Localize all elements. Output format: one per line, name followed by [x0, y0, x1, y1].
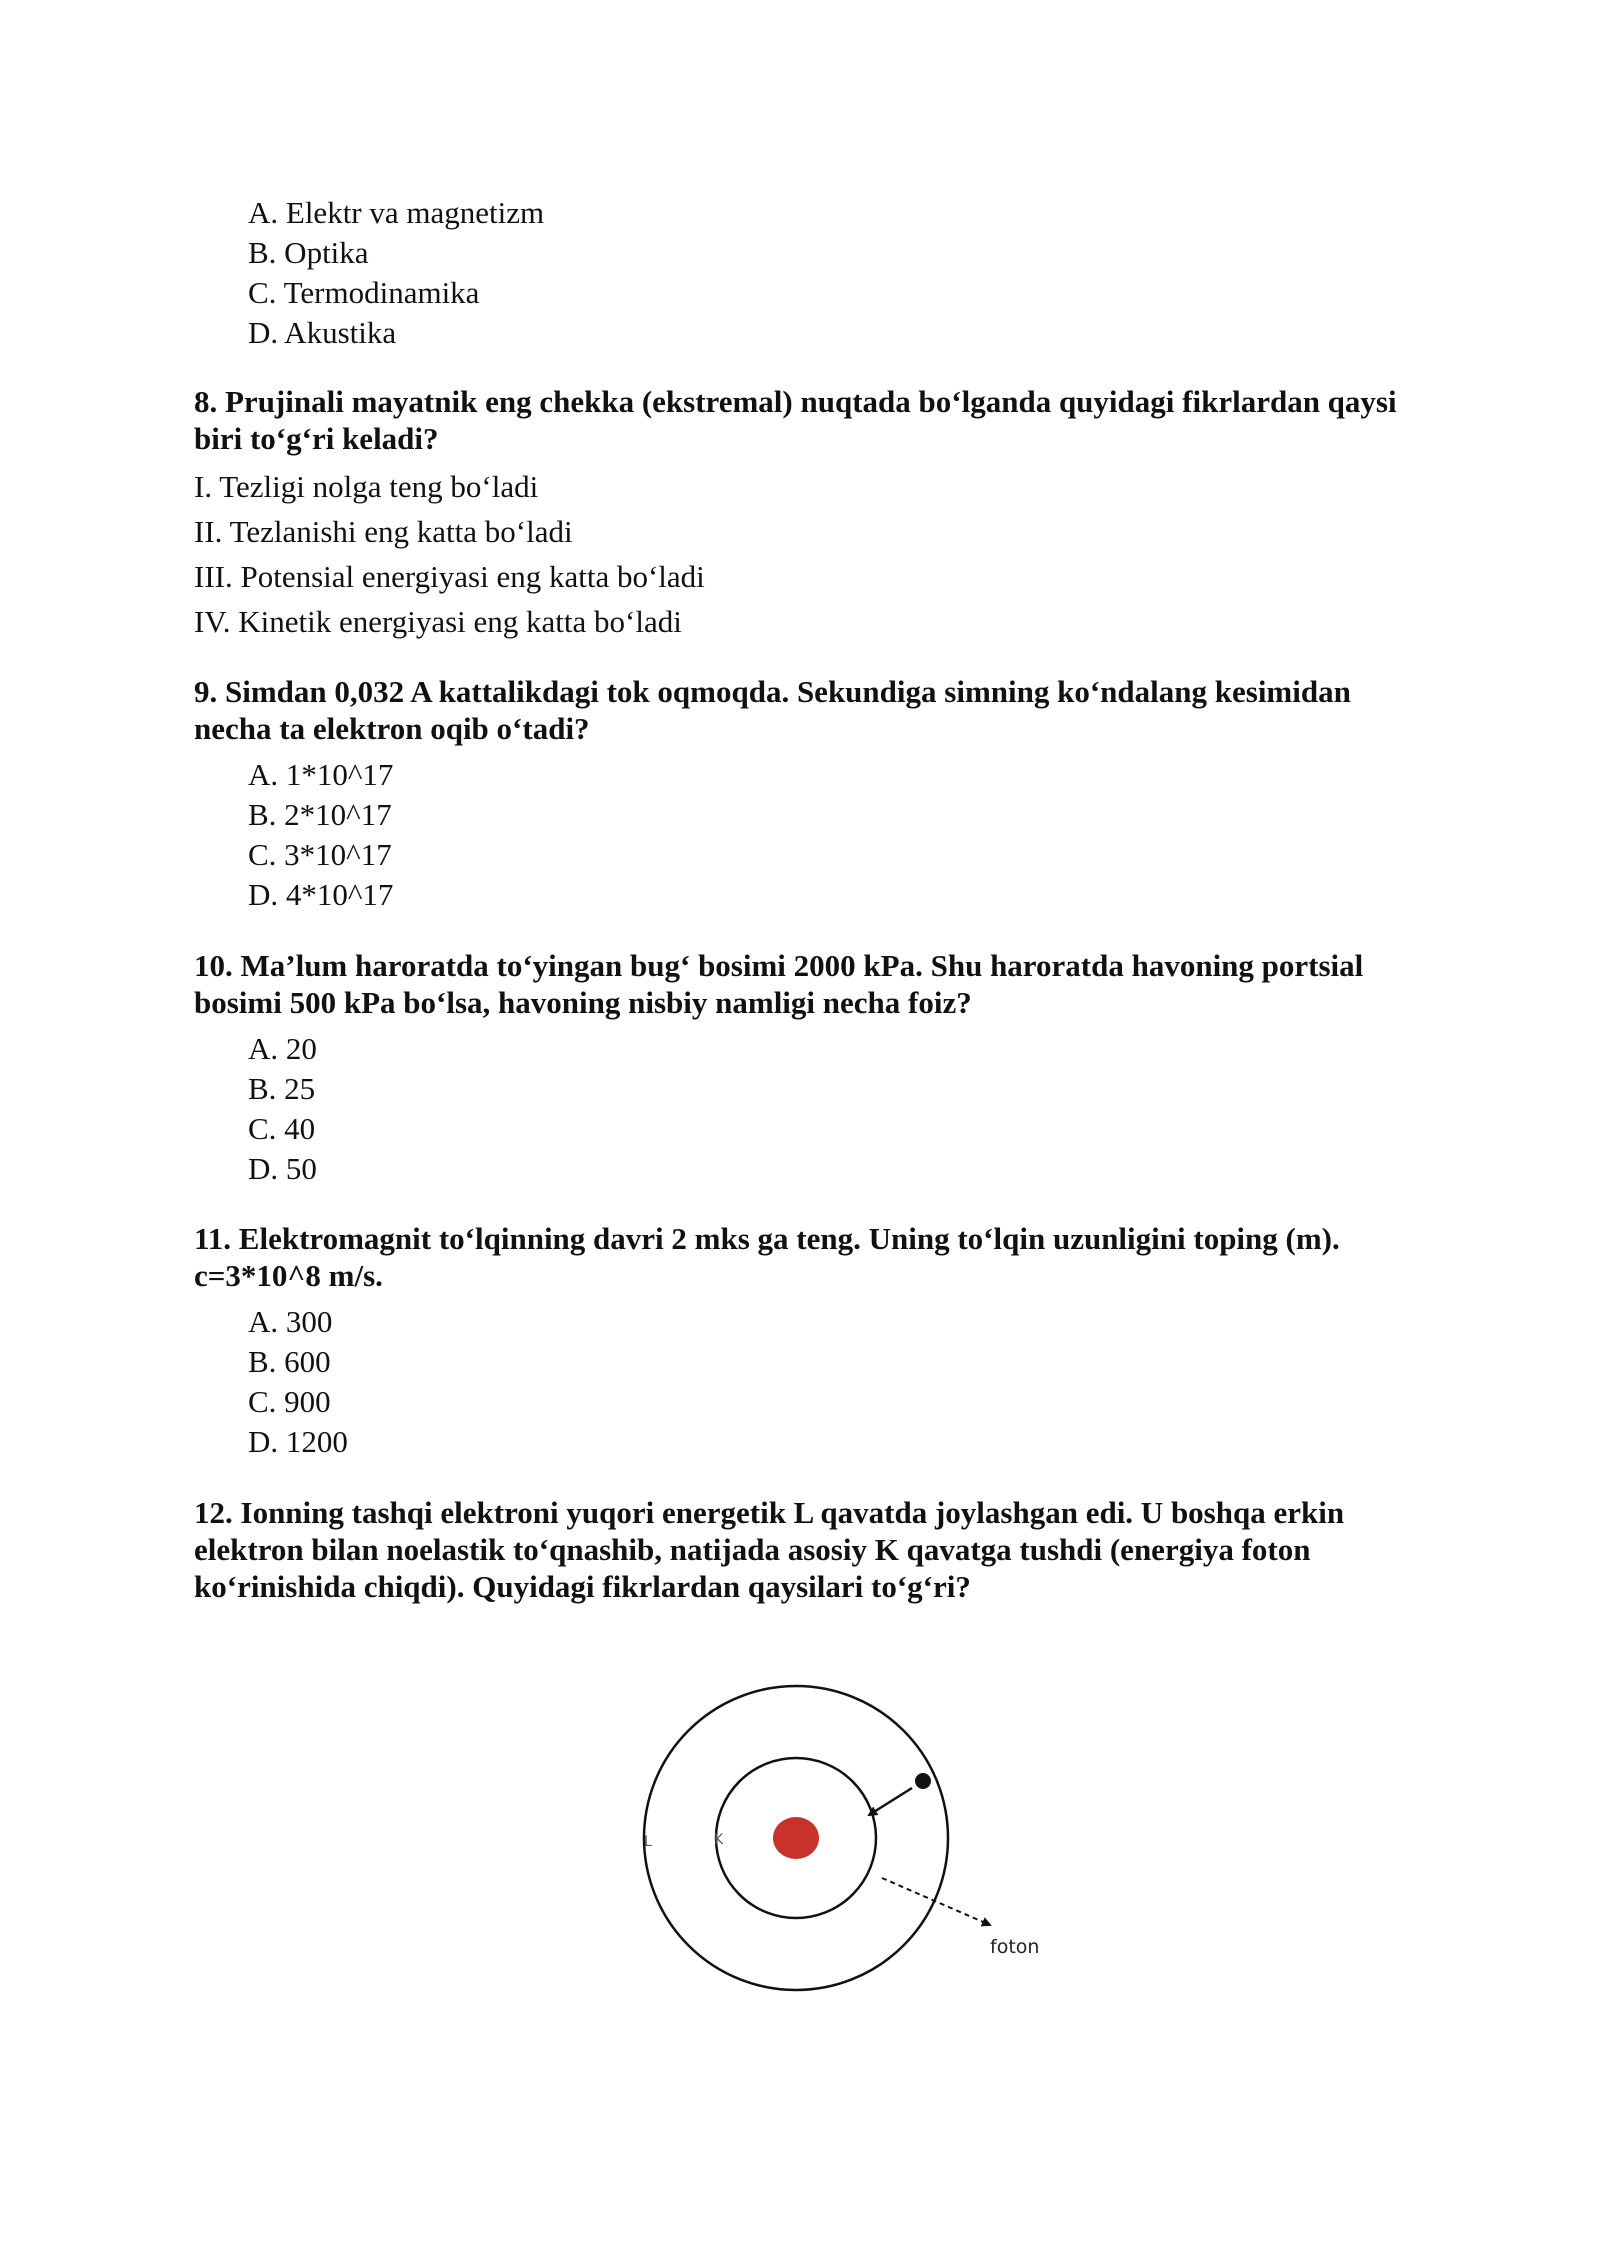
q10-option-b: B. 25	[248, 1071, 316, 1106]
q8-statement-4: IV. Kinetik energiyasi eng katta bo‘ladi	[194, 604, 682, 639]
q10-option-c: C. 40	[248, 1111, 316, 1146]
q10-option-a: A. 20	[248, 1031, 317, 1066]
atom-diagram-svg	[620, 1680, 1080, 2000]
transition-arrow	[869, 1788, 912, 1815]
q12-text: 12. Ionning tashqi elektroni yuqori energetik L qavatda joylashgan edi. U boshqa erkin elektron bilan noelastik to‘qnashib, natijada asosiy K qavatga tushdi (energiya foton ko‘rinishida chiqdi). Quyidagi fikrlardan qaysilari to‘g‘ri?	[194, 1495, 1345, 1604]
nucleus	[773, 1817, 819, 1859]
q9-text: 9. Simdan 0,032 A kattalikdagi tok oqmoqda. Sekundiga simning ko‘ndalang kesimidan necha ta elektron oqib o‘tadi?	[194, 674, 1351, 746]
electron	[915, 1773, 931, 1789]
q9-option-b: B. 2*10^17	[248, 797, 392, 832]
question-11	[194, 1220, 1424, 1462]
question-10	[194, 947, 1424, 1189]
q7-option-d: D. Akustika	[248, 315, 397, 350]
q7-option-c: C. Termodinamika	[248, 275, 480, 310]
q11-option-d: D. 1200	[248, 1424, 348, 1459]
q7-options	[194, 193, 1424, 353]
inner-level-label: K	[714, 1832, 724, 1848]
q8-text: 8. Prujinali mayatnik eng chekka (ekstremal) nuqtada bo‘lganda quyidagi fikrlardan qaysi biri to‘g‘ri keladi?	[194, 384, 1397, 456]
q8-statement-1: I. Tezligi nolga teng bo‘ladi	[194, 469, 539, 504]
q11-option-b: B. 600	[248, 1344, 331, 1379]
q11-option-c: C. 900	[248, 1384, 331, 1419]
q10-text: 10. Ma’lum haroratda to‘yingan bug‘ bosimi 2000 kPa. Shu haroratda havoning portsial bosimi 500 kPa bo‘lsa, havoning nisbiy namligi necha foiz?	[194, 948, 1364, 1020]
photon-label: foton	[990, 1936, 1040, 1958]
q7-option-a: A. Elektr va magnetizm	[248, 195, 545, 230]
photon-arrow	[882, 1878, 990, 1925]
q11-option-a: A. 300	[248, 1304, 333, 1339]
question-8	[194, 383, 1424, 644]
question-12	[194, 1494, 1424, 1605]
q9-option-d: D. 4*10^17	[248, 877, 394, 912]
q7-option-b: B. Optika	[248, 235, 369, 270]
q9-option-c: C. 3*10^17	[248, 837, 392, 872]
q8-statement-2: II. Tezlanishi eng katta bo‘ladi	[194, 514, 573, 549]
q11-text: 11. Elektromagnit to‘lqinning davri 2 mks ga teng. Uning to‘lqin uzunligini toping (m). c=3*10^8 m/s.	[194, 1221, 1340, 1293]
q10-option-d: D. 50	[248, 1151, 317, 1186]
outer-level-label: L	[644, 1834, 652, 1850]
question-9	[194, 673, 1424, 915]
atom-diagram	[620, 1680, 1080, 2000]
q9-option-a: A. 1*10^17	[248, 757, 394, 792]
q8-statement-3: III. Potensial energiyasi eng katta bo‘ladi	[194, 559, 705, 594]
